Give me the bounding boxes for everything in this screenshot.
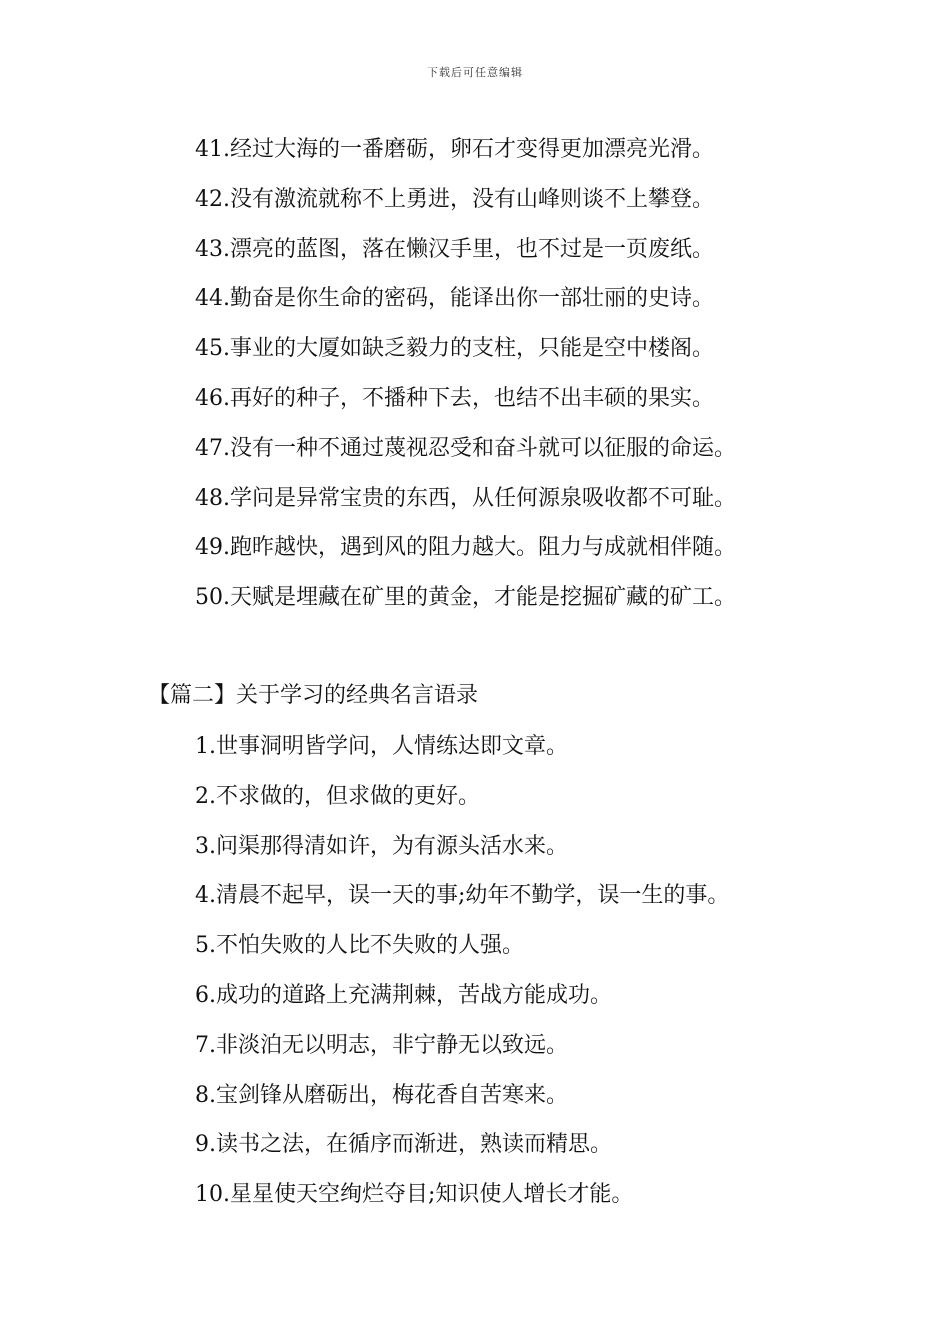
list-item: 44.勤奋是你生命的密码，能译出你一部壮丽的史诗。	[195, 286, 714, 312]
list-item: 6.成功的道路上充满荆棘，苦战方能成功。	[195, 982, 612, 1008]
list-item: 3.问渠那得清如许，为有源头活水来。	[195, 833, 568, 859]
list-item: 4.清晨不起早，误一天的事;幼年不勤学，误一生的事。	[195, 883, 730, 909]
list-item: 7.非淡泊无以明志，非宁静无以致远。	[195, 1032, 568, 1058]
list-item: 41.经过大海的一番磨砺，卵石才变得更加漂亮光滑。	[195, 137, 714, 162]
list-item: 1.世事洞明皆学问，人情练达即文章。	[195, 734, 568, 759]
list-item: 2.不求做的，但求做的更好。	[195, 783, 480, 809]
list-item: 43.漂亮的蓝图，落在懒汉手里，也不过是一页废纸。	[195, 236, 714, 262]
list-item: 46.再好的种子，不播种下去，也结不出丰硕的果实。	[195, 385, 714, 411]
list-item: 48.学问是异常宝贵的东西，从任何源泉吸收都不可耻。	[195, 485, 736, 511]
list-item: 5.不怕失败的人比不失败的人强。	[195, 933, 524, 959]
list-item: 50.天赋是埋藏在矿里的黄金，才能是挖掘矿藏的矿工。	[195, 585, 736, 611]
list-item: 49.跑昨越快，遇到风的阻力越大。阻力与成就相伴随。	[195, 535, 736, 561]
list-item: 42.没有激流就称不上勇进，没有山峰则谈不上攀登。	[195, 186, 714, 212]
list-item: 9.读书之法，在循序而渐进，熟读而精思。	[195, 1132, 612, 1158]
section-title: 【篇二】关于学习的经典名言语录	[148, 683, 479, 708]
header-note: 下载后可任意编辑	[427, 66, 523, 79]
list-item: 45.事业的大厦如缺乏毅力的支柱，只能是空中楼阁。	[195, 336, 714, 362]
list-item: 10.星星使天空绚烂夺目;知识使人增长才能。	[195, 1182, 634, 1208]
quote-list-1	[195, 128, 736, 626]
list-item: 47.没有一种不通过蔑视忍受和奋斗就可以征服的命运。	[195, 435, 736, 461]
list-item: 8.宝剑锋从磨砺出，梅花香自苦寒来。	[195, 1082, 568, 1108]
quote-list-2	[195, 725, 729, 1223]
